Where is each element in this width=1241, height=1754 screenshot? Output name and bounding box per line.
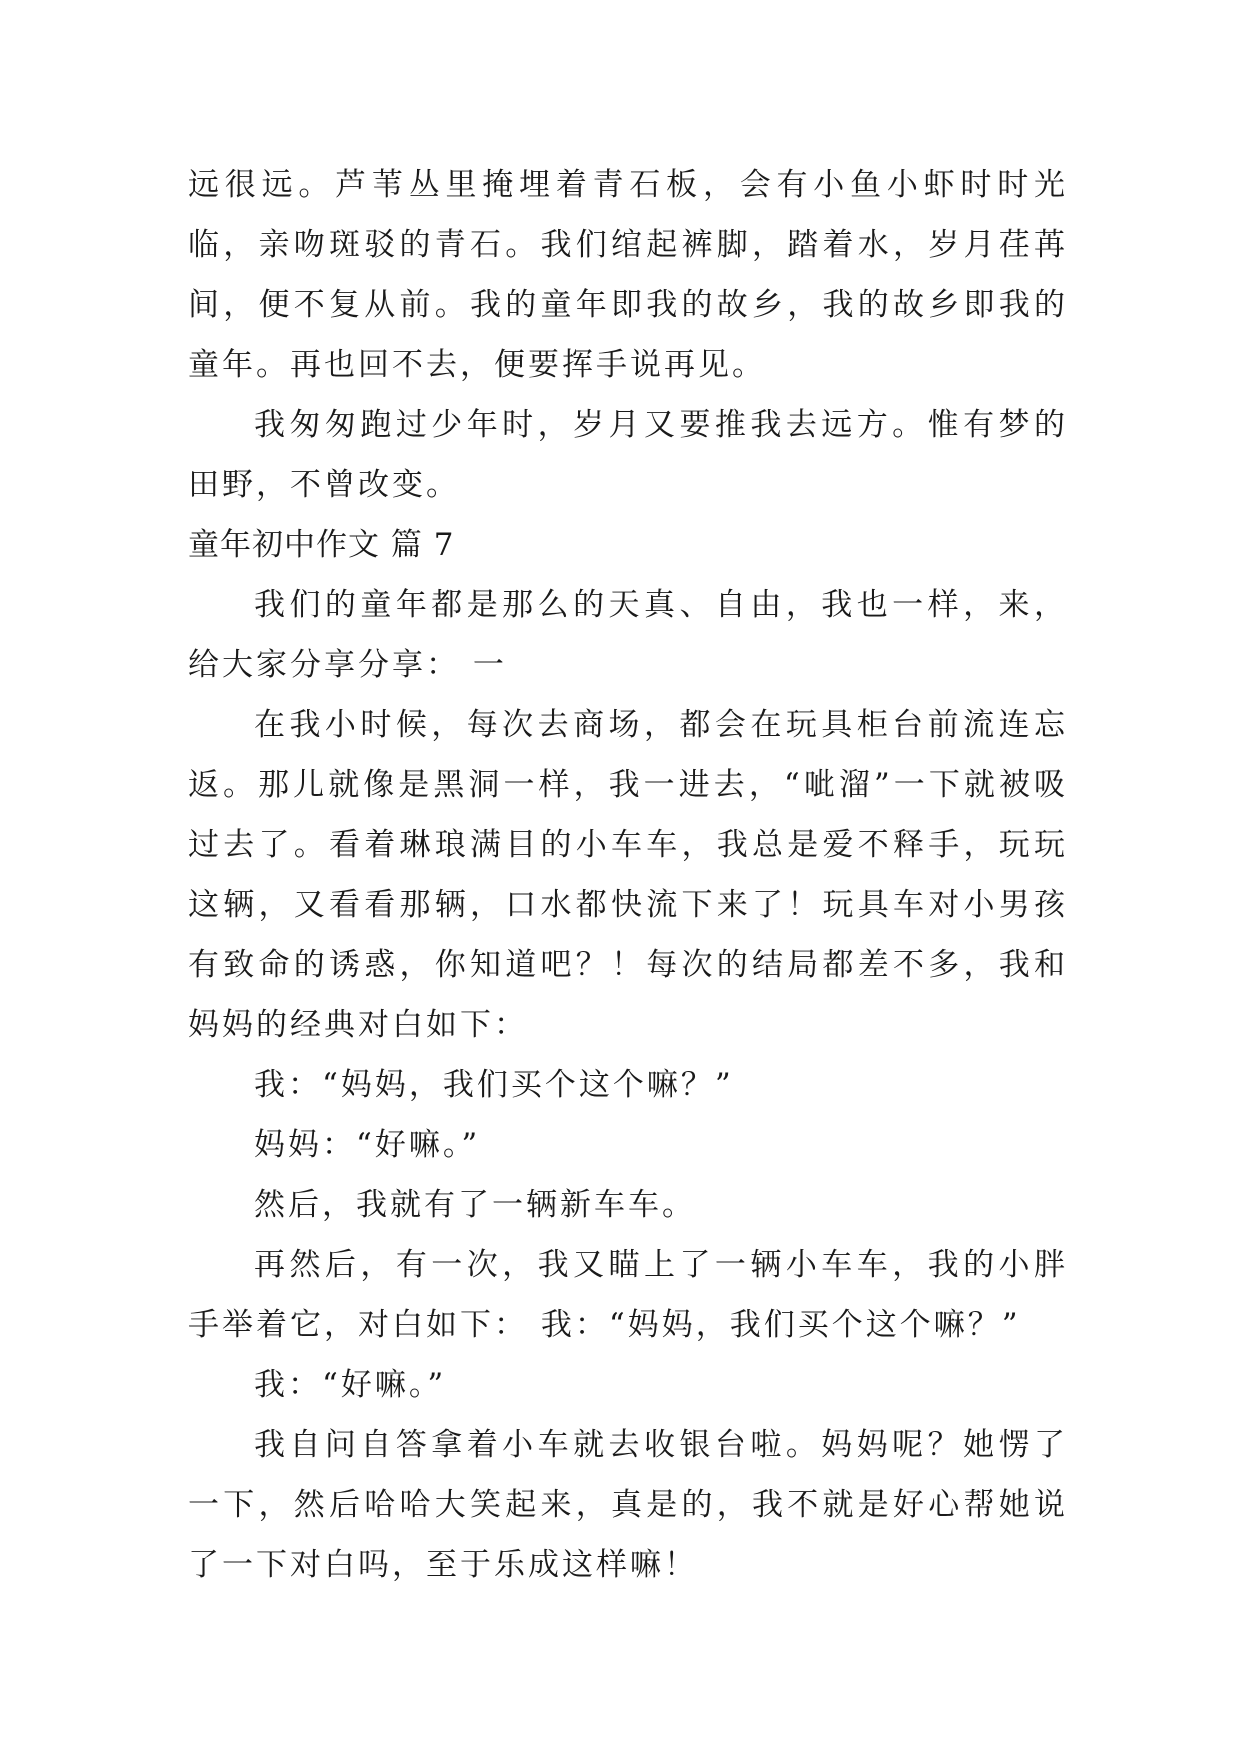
dialogue-line: 我：“妈妈，我们买个这个嘛？” bbox=[254, 1067, 734, 1103]
paragraph: 我自问自答拿着小车就去收银台啦。妈妈呢？她愣了一下，然后哈哈大笑起来，真是的，我不就是好心帮她说了一下对白吗，至于乐成这样嘛！ bbox=[188, 1427, 1068, 1583]
paragraph: 我匆匆跑过少年时，岁月又要推我去远方。惟有梦的田野，不曾改变。 bbox=[188, 407, 1068, 503]
paragraph: 然后，我就有了一辆新车车。 bbox=[254, 1187, 696, 1223]
section-heading: 童年初中作文 篇 7 bbox=[188, 527, 455, 563]
dialogue-line: 妈妈：“好嘛。” bbox=[254, 1127, 481, 1163]
paragraph: 我们的童年都是那么的天真、自由，我也一样，来，给大家分享分享： 一 bbox=[188, 587, 1068, 683]
paragraph: 再然后，有一次，我又瞄上了一辆小车车，我的小胖手举着它，对白如下： 我：“妈妈，我们买个这个嘛？” bbox=[188, 1247, 1068, 1343]
dialogue-line: 我：“好嘛。” bbox=[254, 1367, 447, 1403]
paragraph: 在我小时候，每次去商场，都会在玩具柜台前流连忘返。那儿就像是黑洞一样，我一进去，“呲溜”一下就被吸过去了。看着琳琅满目的小车车，我总是爱不释手，玩玩这辆，又看看那辆，口水都快流下来了！玩具车对小男孩有致命的诱惑，你知道吧？！每次的结局都差不多，我和妈妈的经典对白如下： bbox=[188, 707, 1068, 1043]
document-body bbox=[188, 155, 1068, 1595]
paragraph: 远很远。芦苇丛里掩埋着青石板，会有小鱼小虾时时光临，亲吻斑驳的青石。我们绾起裤脚，踏着水，岁月荏苒间，便不复从前。我的童年即我的故乡，我的故乡即我的童年。再也回不去，便要挥手说再见。 bbox=[188, 167, 1068, 383]
